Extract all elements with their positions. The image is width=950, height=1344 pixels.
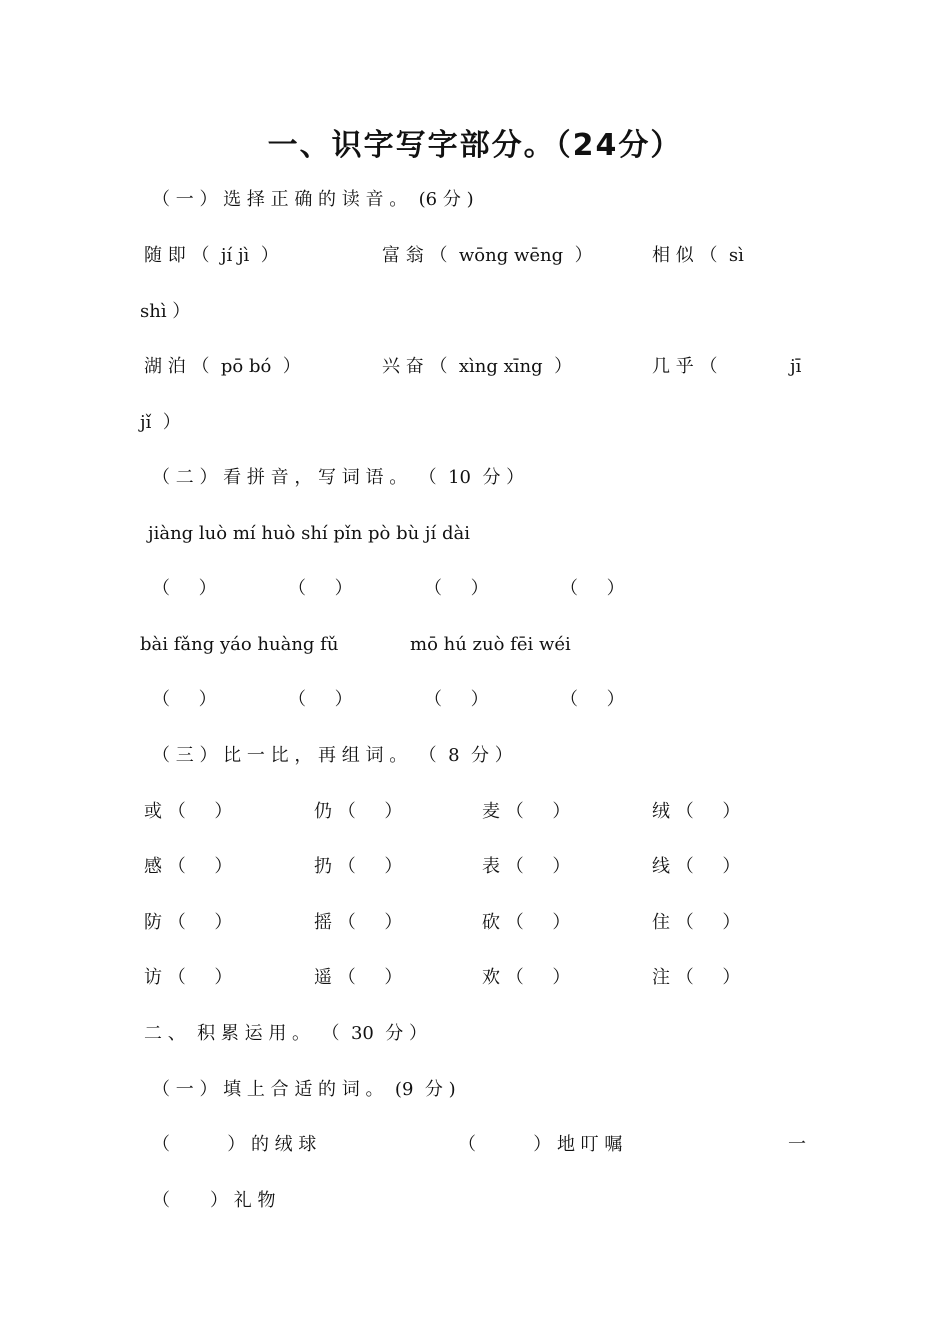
line-text: 随 即 （ jí jì ）: [144, 245, 279, 266]
line-text: （ ）: [152, 578, 217, 599]
line-text: 表 （ ）: [482, 856, 571, 877]
line-text: 感 （ ）: [144, 856, 233, 877]
line-text: （ ）: [424, 578, 489, 599]
line-text: mō hú zuò fēi wéi: [410, 634, 571, 655]
line-text: （ ） 礼 物: [152, 1190, 276, 1211]
line-text: 几 乎 （: [652, 356, 718, 377]
line-text: 湖 泊 （ pō bó ）: [144, 356, 301, 377]
line-text: （ ）: [152, 689, 217, 710]
line-text: （ ）: [288, 689, 353, 710]
line-text: （ 二 ） 看 拼 音 ， 写 词 语 。 （ 10 分 ）: [152, 467, 525, 488]
line-text: jiàng luò mí huò shí pǐn pò bù jí dài: [148, 523, 470, 544]
line-text: （ 一 ） 选 择 正 确 的 读 音 。 (6 分 ): [152, 189, 474, 210]
line-text: 相 似 （ sì: [652, 245, 744, 266]
line-text: （ ）: [288, 578, 353, 599]
line-text: 欢 （ ）: [482, 967, 571, 988]
line-text: （ 三 ） 比 一 比 ， 再 组 词 。 （ 8 分 ）: [152, 745, 513, 766]
line-text: 仍 （ ）: [314, 801, 403, 822]
line-text: bài fǎng yáo huàng fǔ: [140, 634, 339, 655]
line-text: shì ）: [140, 301, 191, 322]
line-text: 遥 （ ）: [314, 967, 403, 988]
line-text: 绒 （ ）: [652, 801, 741, 822]
line-text: 住 （ ）: [652, 912, 741, 933]
line-text: 麦 （ ）: [482, 801, 571, 822]
line-text: 或 （ ）: [144, 801, 233, 822]
line-text: 访 （ ）: [144, 967, 233, 988]
line-text: 注 （ ）: [652, 967, 741, 988]
line-text: 摇 （ ）: [314, 912, 403, 933]
line-text: 防 （ ）: [144, 912, 233, 933]
line-text: 二 、 积 累 运 用 。 （ 30 分 ）: [144, 1023, 428, 1044]
line-text: （ 一 ） 填 上 合 适 的 词 。 (9 分 ): [152, 1079, 456, 1100]
line-text: 富 翁 （ wōng wēng ）: [382, 245, 593, 266]
line-text: 扔 （ ）: [314, 856, 403, 877]
line-text: （ ）: [424, 689, 489, 710]
line-text: 砍 （ ）: [482, 912, 571, 933]
page-title: 一、识字写字部分。（24分）: [267, 128, 683, 163]
line-text: 线 （ ）: [652, 856, 741, 877]
line-text: （ ） 的 绒 球: [152, 1134, 317, 1155]
line-text: （ ） 地 叮 嘱: [458, 1134, 623, 1155]
line-text: （ ）: [560, 578, 625, 599]
line-text: （ ）: [560, 689, 625, 710]
line-text: jī: [790, 356, 802, 377]
line-text: jǐ ）: [140, 412, 181, 433]
line-text: 兴 奋 （ xìng xīng ）: [382, 356, 573, 377]
line-text: 一: [788, 1134, 806, 1155]
